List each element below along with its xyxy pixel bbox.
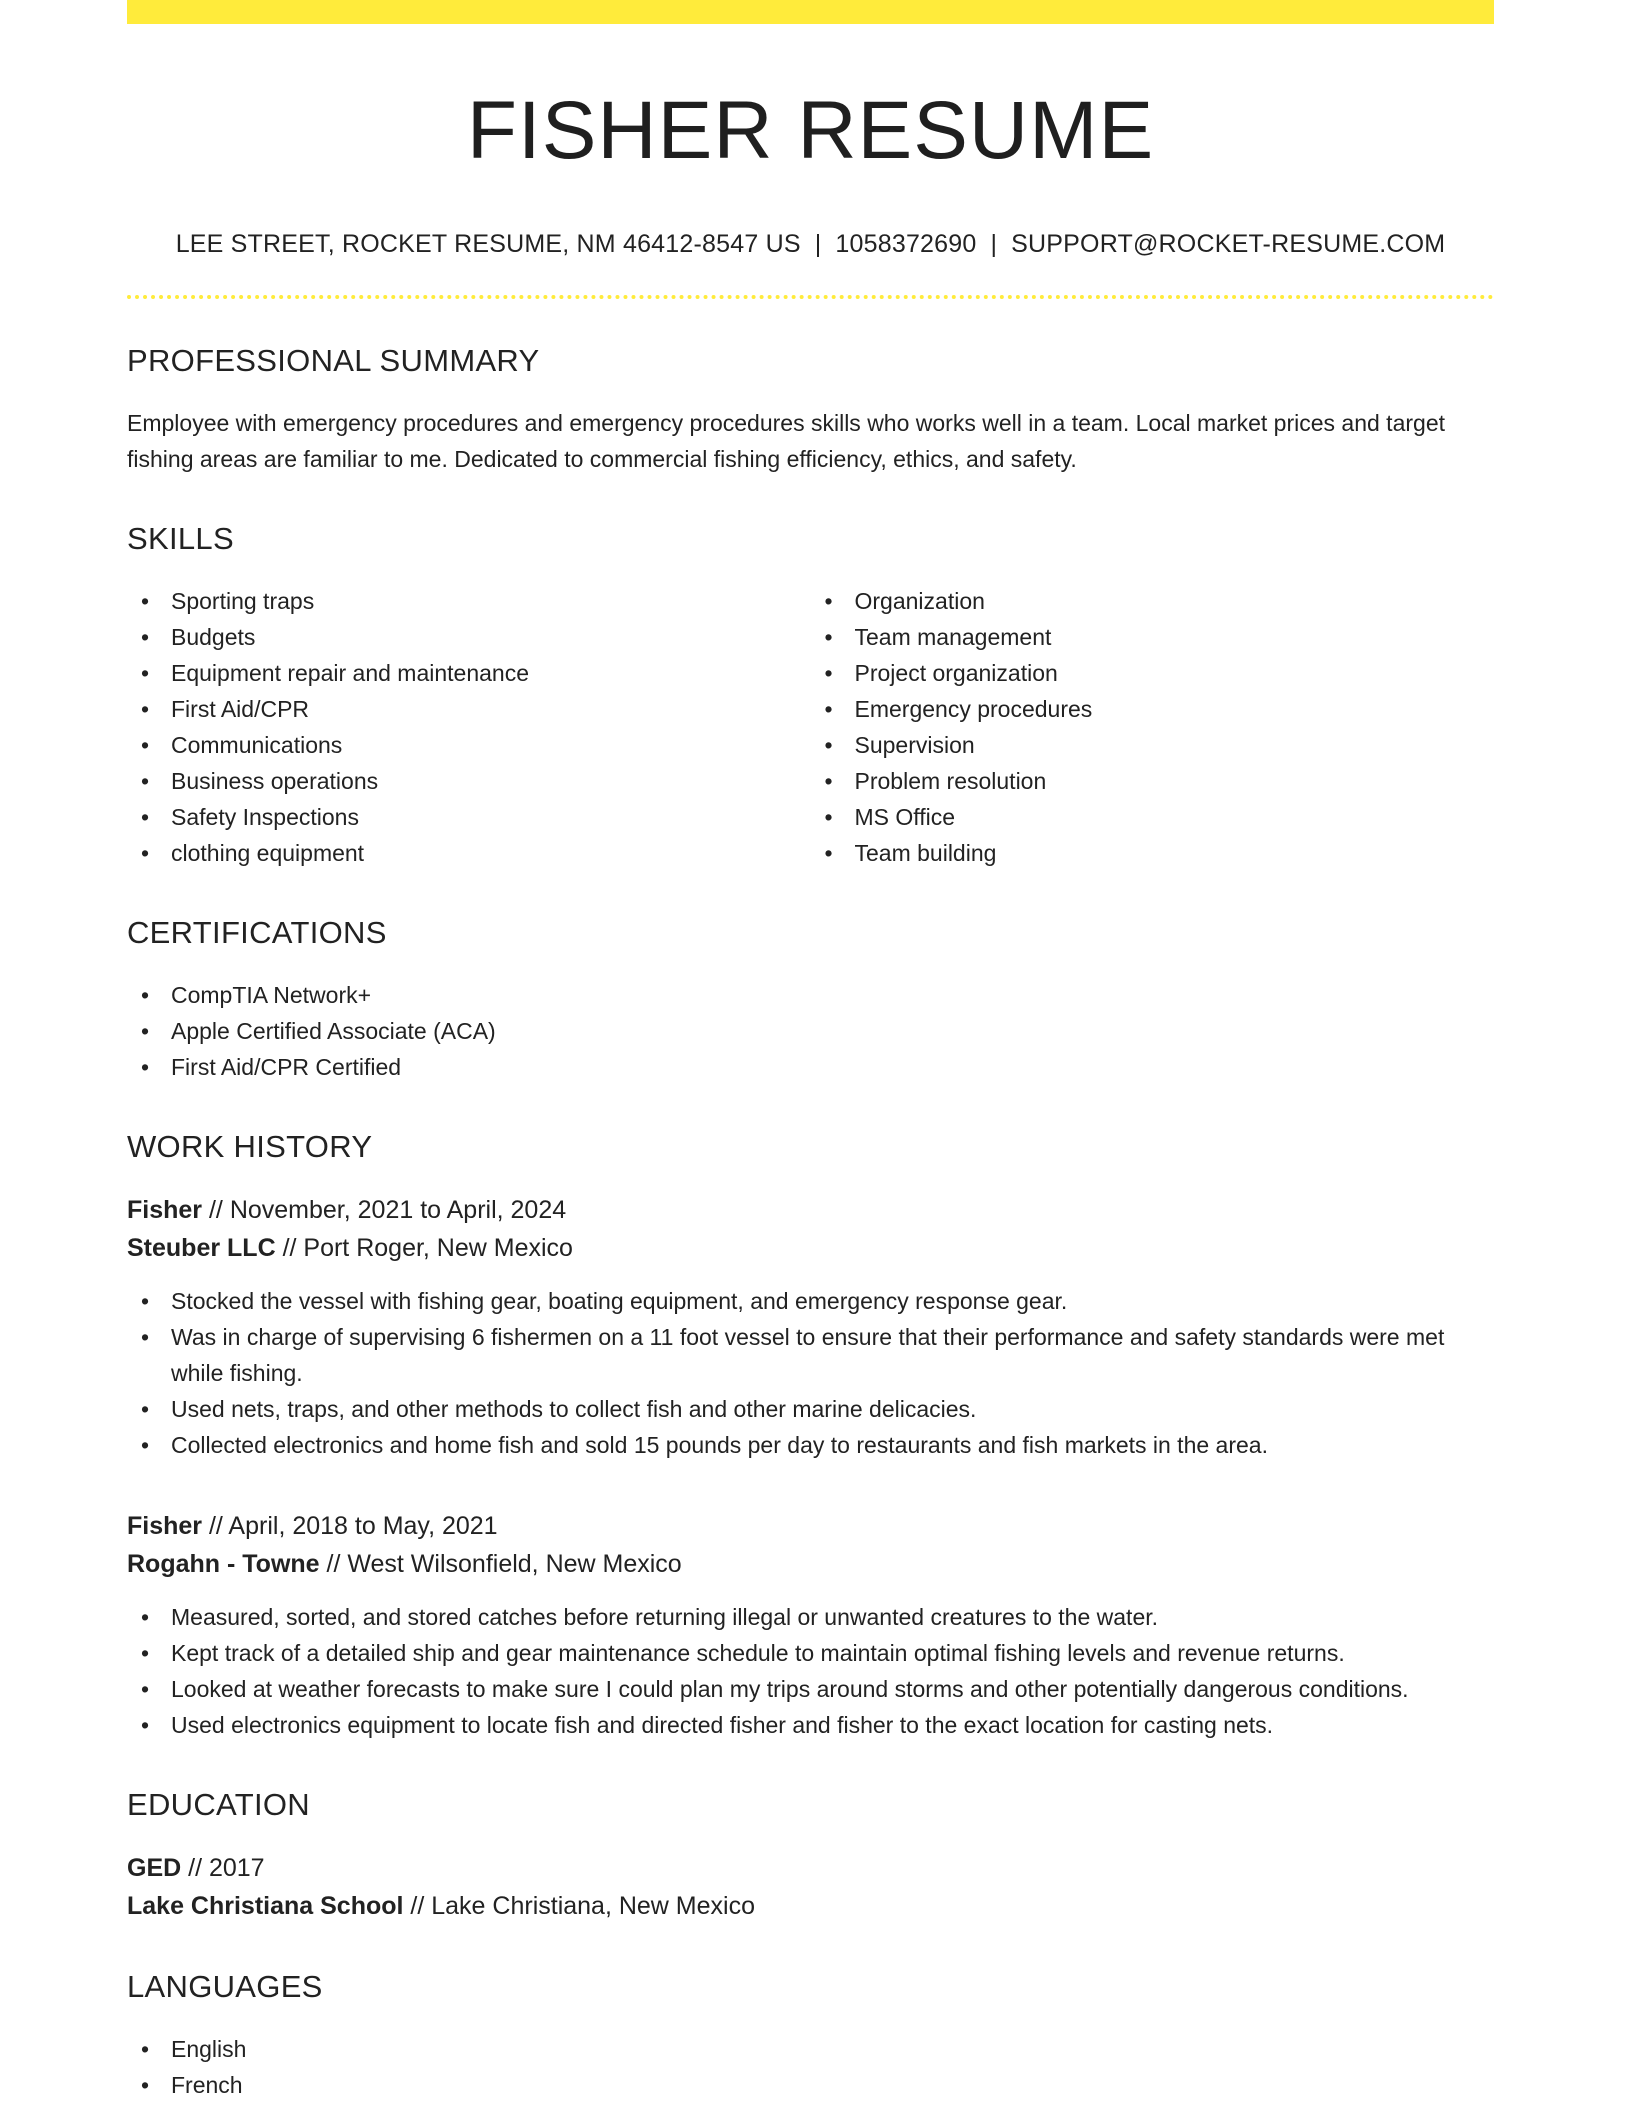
summary-text: Employee with emergency procedures and emergency procedures skills who works well in a team. Local market prices and target fishing areas are familiar to me. Dedicated to commercial fishing efficiency, ethics, and safety. [127,410,1445,473]
skill-item: • Team building [811,835,1495,871]
skill-item: • Equipment repair and maintenance [127,655,811,691]
job-bullet: • Kept track of a detailed ship and gear maintenance schedule to maintain optimal fishing levels and revenue returns. [127,1635,1494,1671]
section-heading-summary: PROFESSIONAL SUMMARY [127,343,540,379]
job-bullet: • Looked at weather forecasts to make sure I could plan my trips around storms and other potentially dangerous conditions. [127,1671,1494,1707]
summary-section [127,343,1494,477]
job-company: Rogahn - Towne [127,1550,320,1579]
job-bullet: • Collected electronics and home fish and sold 15 pounds per day to restaurants and fish markets in the area. [127,1427,1494,1463]
work-history-section [127,1129,1494,1743]
contact-separator: | [990,230,998,259]
job-title: Fisher [127,1512,203,1541]
job-bullet: • Used nets, traps, and other methods to collect fish and other marine delicacies. [127,1391,1494,1427]
languages-section [127,1969,1494,2103]
section-heading-languages: LANGUAGES [127,1969,323,2005]
skill-item: • Project organization [811,655,1495,691]
skill-item: • Emergency procedures [811,691,1495,727]
skill-item: • Communications [127,727,811,763]
job-title: Fisher [127,1196,203,1225]
job-bullets [127,1283,1494,1463]
skills-list-right [811,583,1495,871]
skill-item: • First Aid/CPR [127,691,811,727]
certifications-section [127,915,1494,1085]
dotted-divider [127,295,1494,299]
skill-item: • MS Office [811,799,1495,835]
skill-item: • Team management [811,619,1495,655]
graduation-year: // 2017 [181,1854,265,1883]
skill-item: • Budgets [127,619,811,655]
contact-line [127,230,1494,259]
certification-item: • First Aid/CPR Certified [127,1049,1494,1085]
job-dates: // November, 2021 to April, 2024 [202,1196,567,1225]
section-heading-education: EDUCATION [127,1787,310,1823]
section-heading-certifications: CERTIFICATIONS [127,915,387,951]
resume-page [127,0,1494,2103]
languages-list [127,2031,1494,2103]
certifications-list [127,977,1494,1085]
certification-item: • Apple Certified Associate (ACA) [127,1013,1494,1049]
language-item: • English [127,2031,1494,2067]
job-bullets [127,1599,1494,1743]
certification-item: • CompTIA Network+ [127,977,1494,1013]
job-company-line [127,1229,1494,1267]
job-dates: // April, 2018 to May, 2021 [202,1512,498,1541]
contact-separator: | [814,230,822,259]
contact-email[interactable]: SUPPORT@ROCKET-RESUME.COM [1011,230,1446,259]
job-bullet: • Used electronics equipment to locate fish and directed fisher and fisher to the exact location for casting nets. [127,1707,1494,1743]
skills-grid [127,557,1494,871]
job-title-line [127,1191,1494,1229]
education-entry [127,1849,1494,1925]
job-entry [127,1191,1494,1463]
section-heading-skills: SKILLS [127,521,234,557]
resume-name: FISHER RESUME [466,85,1155,176]
job-company: Steuber LLC [127,1234,276,1263]
skill-item: • Sporting traps [127,583,811,619]
skill-item: • clothing equipment [127,835,811,871]
accent-bar [127,0,1494,24]
job-bullet: • Measured, sorted, and stored catches before returning illegal or unwanted creatures to the water. [127,1599,1494,1635]
job-title-line [127,1507,1494,1545]
job-location: // West Wilsonfield, New Mexico [319,1550,682,1579]
skill-item: • Supervision [811,727,1495,763]
job-location: // Port Roger, New Mexico [275,1234,573,1263]
language-item: • French [127,2067,1494,2103]
skills-list-left [127,583,811,871]
contact-phone: 1058372690 [835,230,977,259]
skills-section [127,521,1494,871]
skill-item: • Organization [811,583,1495,619]
job-company-line [127,1545,1494,1583]
skill-item: • Safety Inspections [127,799,811,835]
school-name: Lake Christiana School [127,1892,404,1921]
job-bullet: • Stocked the vessel with fishing gear, boating equipment, and emergency response gear. [127,1283,1494,1319]
school-line [127,1887,1494,1925]
skill-item: • Business operations [127,763,811,799]
job-bullet: • Was in charge of supervising 6 fishermen on a 11 foot vessel to ensure that their performance and safety standards were met while fishing. [127,1319,1494,1391]
skill-item: • Problem resolution [811,763,1495,799]
education-section [127,1787,1494,1925]
degree-line [127,1849,1494,1887]
contact-address: LEE STREET, ROCKET RESUME, NM 46412-8547 US [175,230,801,259]
section-heading-work-history: WORK HISTORY [127,1129,373,1165]
degree: GED [127,1854,182,1883]
job-entry [127,1507,1494,1743]
school-location: // Lake Christiana, New Mexico [403,1892,755,1921]
